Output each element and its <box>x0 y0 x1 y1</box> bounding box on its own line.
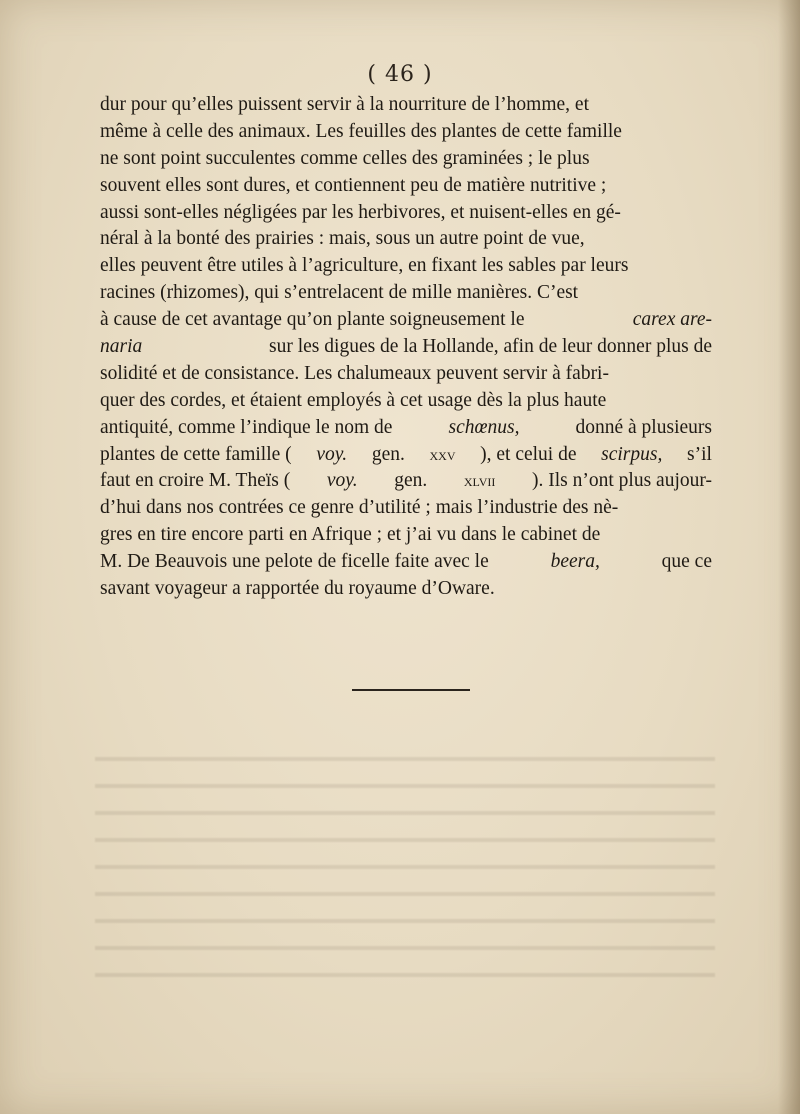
text-line <box>100 576 712 603</box>
text-segment: gen. <box>371 443 405 465</box>
text-segment: à cause de cet avantage qu’on plante soigneusement le <box>100 309 525 331</box>
body-text <box>100 92 712 603</box>
text-line <box>100 253 712 280</box>
text-line <box>100 200 712 227</box>
text-line <box>100 415 712 442</box>
text-segment: souvent elles sont dures, et contiennent peu de matière nutritive ; <box>100 174 607 196</box>
text-line <box>100 92 712 119</box>
text-segment: gen. <box>394 470 428 492</box>
text-segment: elles peuvent être utiles à l’agriculture, en fixant les sables par leurs <box>100 255 629 277</box>
text-line <box>100 522 712 549</box>
italic-term: scirpus, <box>601 443 663 465</box>
text-segment: aussi sont-elles négligées par les herbivores, et nuisent-elles en gé- <box>100 201 621 223</box>
text-line <box>100 226 712 253</box>
roman-numeral: xlvii <box>463 471 496 491</box>
text-segment: antiquité, comme l’indique le nom de <box>100 416 393 438</box>
italic-term: voy. <box>316 443 348 465</box>
text-segment: même à celle des animaux. Les feuilles des plantes de cette famille <box>100 120 622 142</box>
italic-term: beera, <box>550 551 600 573</box>
text-segment: d’hui dans nos contrées ce genre d’utilité ; mais l’industrie des nè- <box>100 497 619 519</box>
text-line <box>100 361 712 388</box>
italic-term: carex are- <box>632 309 712 331</box>
text-segment: solidité et de consistance. Les chalumeaux peuvent servir à fabri- <box>100 362 609 384</box>
text-segment: que ce <box>661 551 712 573</box>
text-line <box>100 280 712 307</box>
text-line <box>100 307 712 334</box>
page-number: ( 46 ) <box>367 62 433 87</box>
italic-term: naria <box>100 336 143 358</box>
text-segment: quer des cordes, et étaient employés à cet usage dès la plus haute <box>100 389 607 411</box>
text-segment: néral à la bonté des prairies : mais, sous un autre point de vue, <box>100 228 585 250</box>
text-segment: plantes de cette famille ( <box>100 443 292 465</box>
text-line <box>100 119 712 146</box>
text-segment: sur les digues de la Hollande, afin de leur donner plus de <box>269 336 712 358</box>
text-segment: savant voyageur a rapportée du royaume d’Oware. <box>100 578 495 600</box>
text-line <box>100 173 712 200</box>
bleed-through-text <box>95 748 715 988</box>
text-segment: M. De Beauvois une pelote de ficelle faite avec le <box>100 551 489 573</box>
italic-term: schœnus, <box>448 416 520 438</box>
text-segment: gres en tire encore parti en Afrique ; et j’ai vu dans le cabinet de <box>100 524 601 546</box>
text-segment: dur pour qu’elles puissent servir à la nourriture de l’homme, et <box>100 94 589 115</box>
text-line <box>100 549 712 576</box>
section-rule <box>352 689 470 691</box>
text-segment: ), et celui de <box>480 443 577 465</box>
text-segment: ne sont point succulentes comme celles des graminées ; le plus <box>100 147 590 169</box>
text-segment: faut en croire M. Theïs ( <box>100 470 291 492</box>
text-line <box>100 388 712 415</box>
text-line <box>100 146 712 173</box>
text-line <box>100 468 712 495</box>
text-segment: racines (rhizomes), qui s’entrelacent de mille manières. C’est <box>100 282 579 304</box>
text-segment: ). Ils n’ont plus aujour- <box>532 470 712 492</box>
text-line <box>100 495 712 522</box>
text-segment: s’il <box>687 443 712 465</box>
roman-numeral: xxv <box>429 444 456 464</box>
text-line <box>100 334 712 361</box>
text-segment: donné à plusieurs <box>575 416 712 438</box>
text-line <box>100 442 712 469</box>
page-edge-shadow <box>778 0 800 1114</box>
italic-term: voy. <box>326 470 358 492</box>
